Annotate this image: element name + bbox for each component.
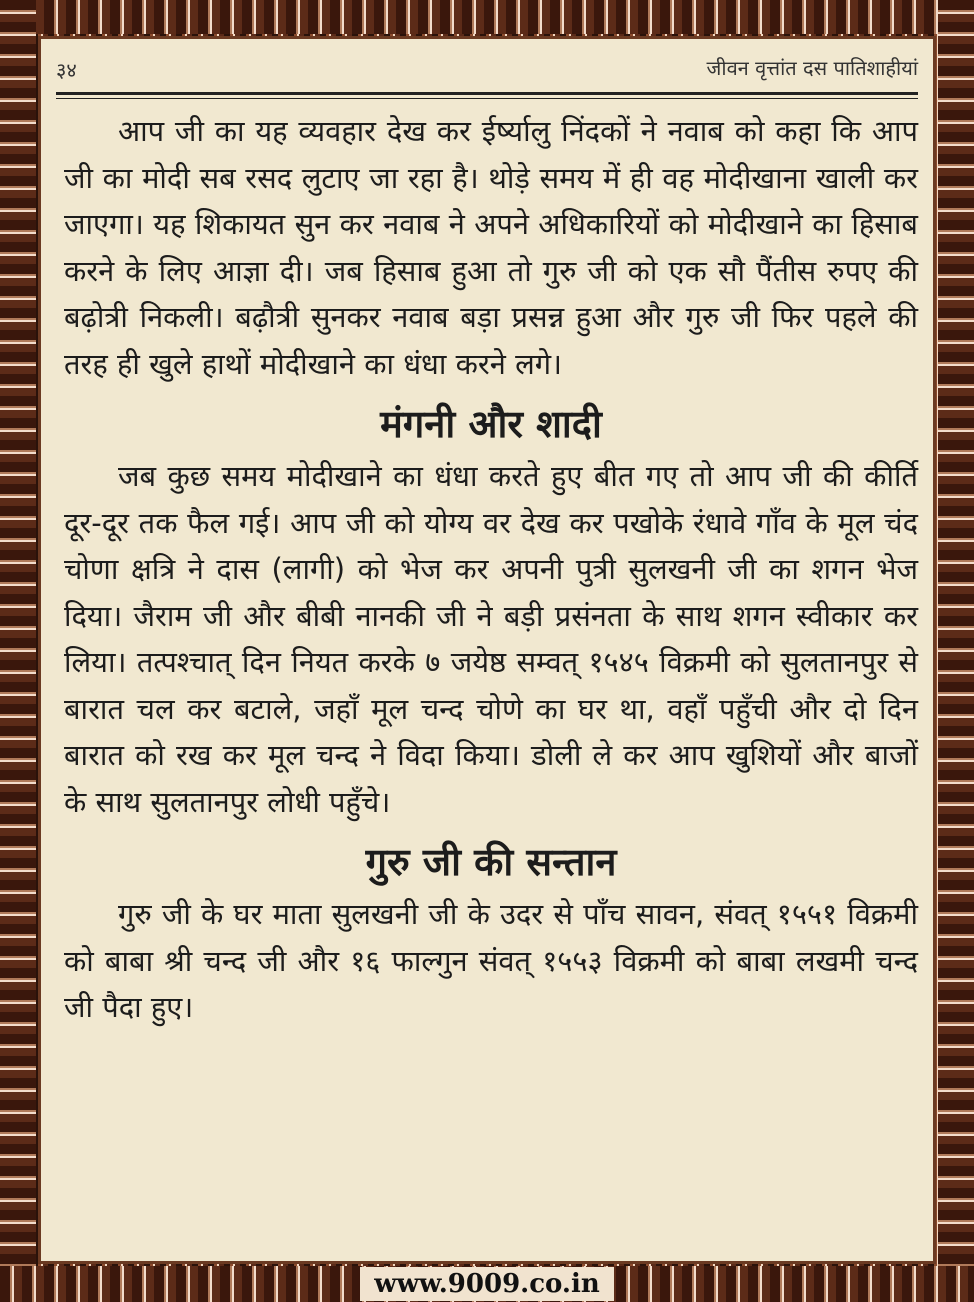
section-heading-children: गुरु जी की सन्तान bbox=[365, 840, 617, 884]
running-title: जीवन वृत्तांत दस पातिशाहीयां bbox=[706, 56, 918, 80]
section-heading-engagement: मंगनी और शादी bbox=[380, 402, 602, 446]
page-number: ३४ bbox=[56, 58, 77, 82]
border-top bbox=[0, 0, 974, 34]
page-body bbox=[64, 108, 918, 1031]
page-header bbox=[56, 50, 918, 90]
page-footer bbox=[0, 1266, 974, 1302]
intro-paragraph: आप जी का यह व्यवहार देख कर ईर्ष्यालु निंदकों ने नवाब को कहा कि आप जी का मोदी सब रसद लुटाए जा रहा है। थोड़े समय में ही वह मोदीखाना खाली कर जाएगा। यह शिकायत सुन कर नवाब ने अपने अधिकारियों को मोदीखाने का हिसाब करने के लिए आज्ञा दी। जब हिसाब हुआ तो गुरु जी को एक सौ पैंतीस रुपए की बढ़ोत्री निकली। बढ़ौत्री सुनकर नवाब बड़ा प्रसन्न हुआ और गुरु जी फिर पहले की तरह ही खुले हाथों मोदीखाने का धंधा करने लगे। bbox=[64, 114, 918, 381]
border-right bbox=[938, 0, 974, 1302]
engagement-paragraph: जब कुछ समय मोदीखाने का धंधा करते हुए बीत गए तो आप जी की कीर्ति दूर-दूर तक फैल गई। आप जी को योग्य वर देख कर पखोके रंधावे गाँव के मूल चंद चोणा क्षत्रि ने दास (लागी) को भेज कर अपनी पुत्री सुलखनी जी का शगन भेज दिया। जैराम जी और बीबी नानकी जी ने बड़ी प्रसंनता के साथ शगन स्वीकार कर लिया। तत्पश्चात् दिन नियत करके ७ जयेष्ठ सम्वत् १५४५ विक्रमी को सुलतानपुर से बारात चल कर बटाले, जहाँ मूल चन्द चोणे का घर था, वहाँ पहुँची और दो दिन बारात को रख कर मूल चन्द ने विदा किया। डोली ले कर आप खुशियों और बाजों के साथ सुलतानपुर लोधी पहुँचे। bbox=[64, 459, 918, 819]
border-left bbox=[0, 0, 36, 1302]
children-paragraph: गुरु जी के घर माता सुलखनी जी के उदर से पाँच सावन, संवत् १५५१ विक्रमी को बाबा श्री चन्द जी और १६ फाल्गुन संवत् १५५३ विक्रमी को बाबा लखमी चन्द जी पैदा हुए। bbox=[64, 897, 918, 1024]
header-rule-thin bbox=[56, 98, 918, 99]
website-watermark[interactable]: www.9009.co.in bbox=[360, 1267, 614, 1301]
book-page bbox=[38, 36, 936, 1264]
header-rule bbox=[56, 92, 918, 95]
